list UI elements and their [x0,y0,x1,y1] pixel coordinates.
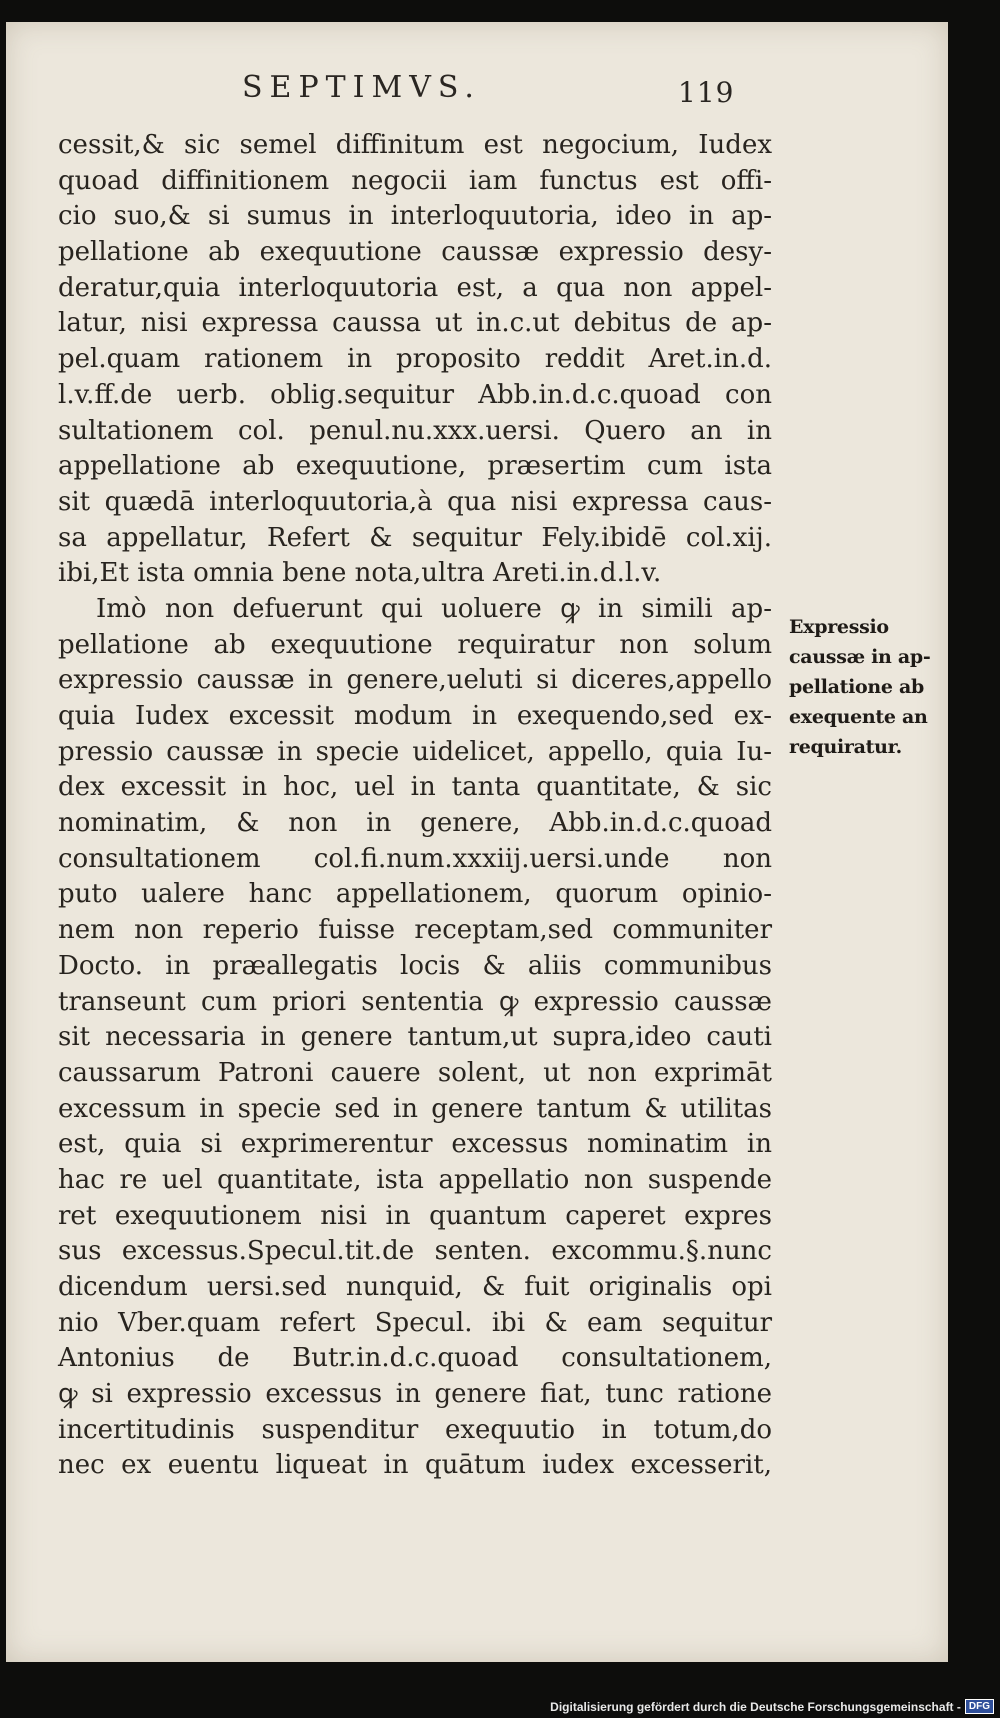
marginal-note-line: pellatione ab [789,676,925,698]
text-line: deratur,quia interloquutoria est, a qua non appel- [58,272,772,303]
marginal-note [789,612,939,762]
text-line: cessit,& sic semel diffinitum est negocium, Iudex [58,130,772,160]
text-line: pellatione ab exequutione caussæ expressio desy- [58,237,772,268]
text-line: expressio caussæ in genere,ueluti si diceres,appello [58,665,772,696]
text-line: Docto. in præallegatis locis & aliis communibus [58,950,772,981]
text-line: consultationem col.fi.num.xxxiij.uersi.unde non [58,843,772,874]
text-line: nominatim, & non in genere, Abb.in.d.c.quoad [58,808,772,839]
text-line: sultationem col. penul.nu.xxx.uersi. Quero an in [58,415,772,446]
digitization-credit [550,1699,994,1714]
text-line: nec ex euentu liqueat in quātum iudex excesserit, [58,1450,772,1481]
paragraph-start-line: Imò non defuerunt qui uoluere ꝙ in simili ap- [96,593,772,624]
text-line: pellatione ab exequutione requiratur non solum [58,629,772,660]
text-line: dicendum uersi.sed nunquid, & fuit originalis opi [58,1272,772,1302]
text-line: ret exequutionem nisi in quantum caperet expres [58,1200,772,1231]
text-line: quia Iudex excessit modum in exequendo,sed ex- [58,701,772,731]
text-line: nem non reperio fuisse receptam,sed communiter [58,915,772,946]
running-head: SEPTIMVS. [242,70,481,105]
text-line: ibi,Et ista omnia bene nota,ultra Areti.in.d.l.v. [58,558,662,589]
marginal-note-line: Expressio [789,616,889,638]
text-line: nio Vber.quam refert Specul. ibi & eam sequitur [58,1307,772,1338]
text-line: hac re uel quantitate, ista appellatio non suspende [58,1164,772,1195]
text-line: puto ualere hanc appellationem, quorum opinio- [58,879,772,910]
text-line: sit quædā interloquutoria,à qua nisi expressa caus- [58,486,772,517]
main-text-block [58,128,772,1484]
text-line: quoad diffinitionem negocii iam functus est offi- [58,165,772,196]
page-number: 119 [678,76,735,109]
text-line: pressio caussæ in specie uidelicet, appello, quia Iu- [58,736,772,767]
text-line: transeunt cum priori sententia ꝙ expressio caussæ [58,986,772,1017]
credit-text: Digitalisierung gefördert durch die Deutsche Forschungsgemeinschaft - [550,1699,961,1714]
marginal-note-line: caussæ in ap- [789,646,931,668]
text-line: caussarum Patroni cauere solent, ut non exprimāt [58,1057,772,1088]
text-line: sus excessus.Specul.tit.de senten. excommu.§.nunc [58,1236,772,1267]
marginal-note-line: exequente an [789,706,928,728]
dfg-logo: DFG [965,1699,994,1714]
text-line: incertitudinis suspenditur exequutio in totum,do [58,1414,772,1445]
text-line: latur, nisi expressa caussa ut in.c.ut debitus de ap- [58,308,772,339]
text-line: Antonius de Butr.in.d.c.quoad consultationem, [58,1343,772,1374]
text-line: est, quia si exprimerentur excessus nominatim in [58,1129,772,1160]
text-line: pel.quam rationem in proposito reddit Aret.in.d. [58,344,772,375]
text-line: sit necessaria in genere tantum,ut supra,ideo cauti [58,1022,772,1053]
text-line: dex excessit in hoc, uel in tanta quantitate, & sic [58,772,772,803]
text-line: excessum in specie sed in genere tantum & utilitas [58,1093,772,1124]
text-line: ꝙ si expressio excessus in genere fiat, tunc ratione [58,1379,772,1410]
text-line: appellatione ab exequutione, præsertim cum ista [58,451,772,482]
marginal-note-line: requiratur. [789,736,902,758]
book-page [6,22,948,1662]
text-line: sa appellatur, Refert & sequitur Fely.ibidē col.xij. [58,522,772,553]
text-line: cio suo,& si sumus in interloquutoria, ideo in ap- [58,201,772,232]
text-line: l.v.ff.de uerb. oblig.sequitur Abb.in.d.c.quoad con [58,379,772,410]
